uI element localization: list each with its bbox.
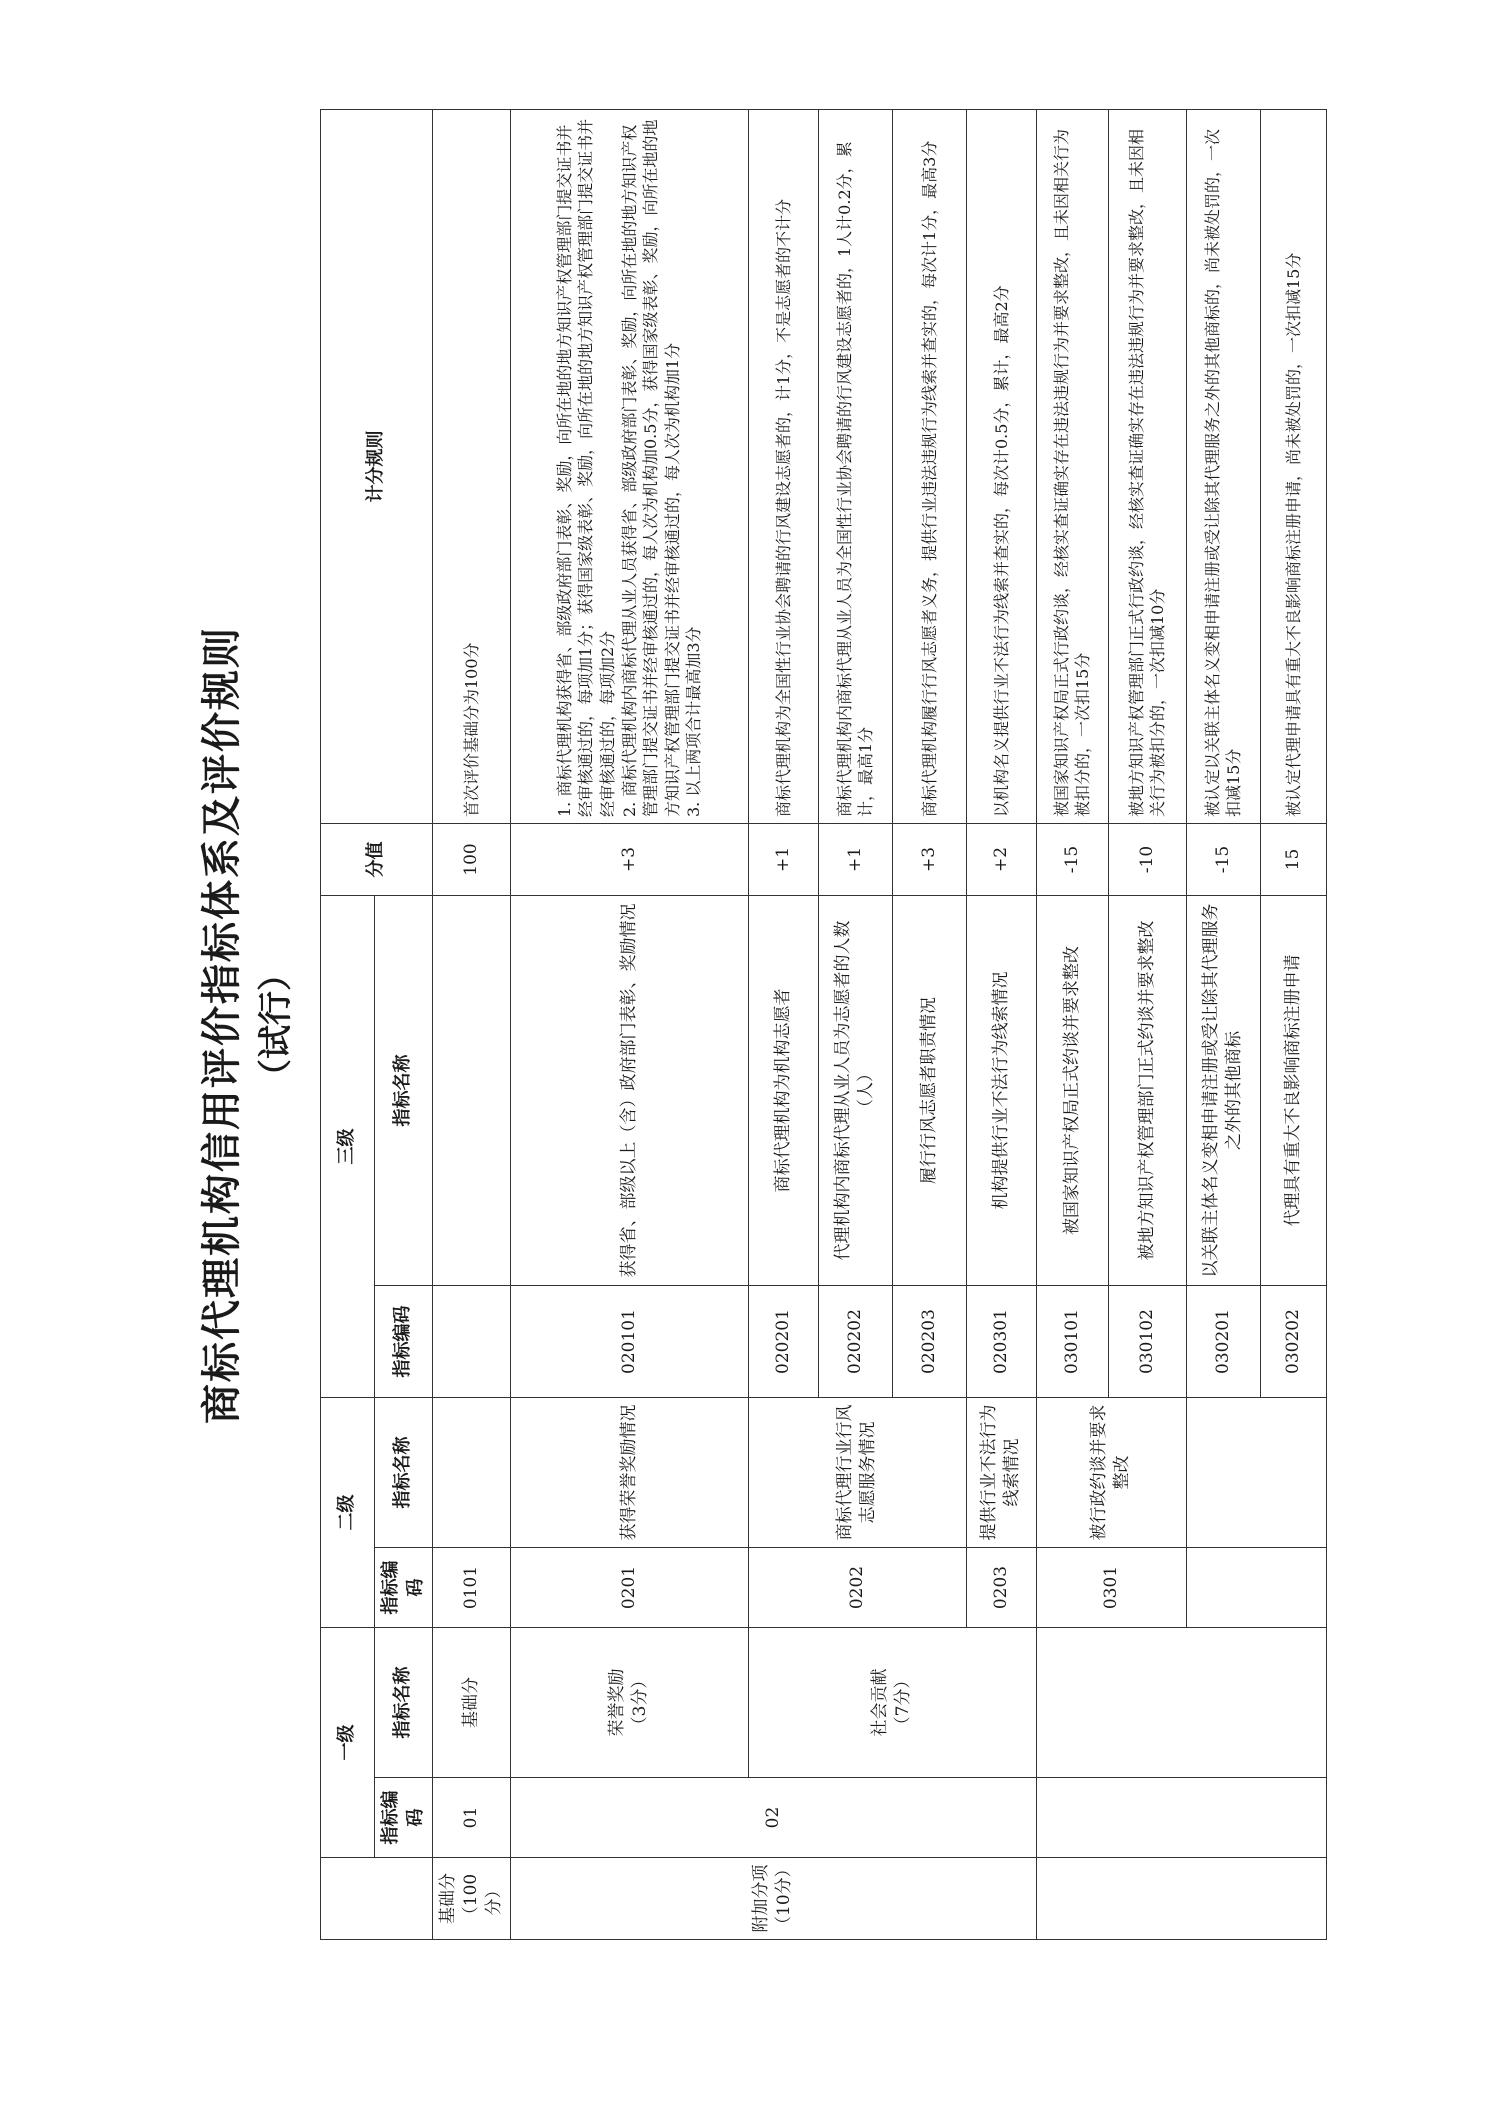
- rule: 商标代理机构履行行风志愿者义务，提供行业违法违规行为线索并查实的，每次计1分，最高3分: [892, 110, 966, 824]
- l2-name: 提供行业不法行为线索情况: [966, 1398, 1036, 1548]
- header-l2-code: 指标编码: [375, 1548, 433, 1628]
- l3-name: 代理机构内商标代理从业人员为志愿者的人数（人）: [818, 896, 892, 1286]
- category-empty: [1036, 1858, 1326, 1940]
- rule: 1. 商标代理机构获得省、部级政府部门表彰、奖励，向所在地的地方知识产权管理部门提交证书并经审核通过的，每项加1分；获得国家级表彰、奖励，向所在地的地方知识产权管理部门提交证书并经审核通过的，每项加2分 2. 商标代理机构内商标代理从业人员获得省、部级政府部门表彰、奖励，向所在地的地方知识产权管理部门提交证书并经审核通过的，每人次为机构加0.5分，获得国家级表彰、奖励，向所在地的地方知识产权管理部门提交证书并经审核通过的，每人次为机构加1分 3. 以上两项合计最高加3分: [510, 110, 748, 824]
- rule: 被国家知识产权局正式行政约谈，经核实查证确实存在违法违规行为并要求整改，且未因相关行为被扣分的，一次扣15分: [1036, 110, 1108, 824]
- document-title: 商标代理机构信用评价指标体系及评价规则: [198, 626, 245, 1424]
- table-row: [433, 110, 511, 1940]
- indicator-table: [320, 109, 1327, 1940]
- score: +3: [510, 824, 748, 896]
- l3-name: 以关联主体名义变相申请注册或受让除其代理服务之外的其他商标: [1186, 896, 1260, 1286]
- rule: 被地方知识产权管理部门正式行政约谈，经核实查证确实存在违法违规行为并要求整改，且未因相关行为被扣分的，一次扣减10分: [1108, 110, 1186, 824]
- l2-code: 0202: [748, 1548, 966, 1628]
- rule: 以机构名义提供行业不法行为线索并查实的，每次计0.5分，累计，最高2分: [966, 110, 1036, 824]
- header-level2: 二级: [321, 1398, 375, 1628]
- l2-name: 商标代理行业行风志愿服务情况: [748, 1398, 966, 1548]
- l3-name: [433, 896, 511, 1286]
- l3-name: 机构提供行业不法行为线索情况: [966, 896, 1036, 1286]
- l3-name: 被地方知识产权管理部门正式约谈并要求整改: [1108, 896, 1186, 1286]
- l1-name: 荣誉奖励 （3分）: [510, 1628, 748, 1778]
- l3-name: 商标代理机构为机构志愿者: [748, 896, 818, 1286]
- header-l2-name: 指标名称: [375, 1398, 433, 1548]
- l3-code: 030202: [1260, 1286, 1326, 1398]
- score: +1: [748, 824, 818, 896]
- l3-code: 030101: [1036, 1286, 1108, 1398]
- header-level1: 一级: [321, 1628, 375, 1858]
- table-row: [1036, 110, 1108, 1940]
- score: 15: [1260, 824, 1326, 896]
- l1-code: 01: [433, 1778, 511, 1858]
- l1-name: [1036, 1628, 1326, 1778]
- l2-name: [433, 1398, 511, 1548]
- l3-name: 代理具有重大不良影响商标注册申请: [1260, 896, 1326, 1286]
- l1-name: 社会贡献 （7分）: [748, 1628, 1036, 1778]
- l3-code: [433, 1286, 511, 1398]
- l2-name: 获得荣誉奖励情况: [510, 1398, 748, 1548]
- header-l3-code: 指标编码: [375, 1286, 433, 1398]
- header-rule: 计分规则: [321, 110, 433, 824]
- l2-code: 0101: [433, 1548, 511, 1628]
- score: 100: [433, 824, 511, 896]
- score: +3: [892, 824, 966, 896]
- l3-code: 030201: [1186, 1286, 1260, 1398]
- header-score: 分值: [321, 824, 433, 896]
- rule: 首次评价基础分为100分: [433, 110, 511, 824]
- l2-code: [1186, 1548, 1326, 1628]
- rule: 被认定以关联主体名义变相申请注册或受让除其代理服务之外的其他商标的，尚未被处罚的，一次扣减15分: [1186, 110, 1260, 824]
- header-l1-name: 指标名称: [375, 1628, 433, 1778]
- l3-code: 020202: [818, 1286, 892, 1398]
- header-row-1: [321, 110, 375, 1940]
- score: +2: [966, 824, 1036, 896]
- header-blank: [321, 1858, 433, 1940]
- header-level3: 三级: [321, 896, 375, 1398]
- l2-code: 0201: [510, 1548, 748, 1628]
- l3-code: 030102: [1108, 1286, 1186, 1398]
- l2-code: 0203: [966, 1548, 1036, 1628]
- score: +1: [818, 824, 892, 896]
- header-l3-name: 指标名称: [375, 896, 433, 1286]
- rule: 商标代理机构内商标代理从业人员为全国性行业协会聘请的行风建设志愿者的，1人计0.2分，累计，最高1分: [818, 110, 892, 824]
- rule: 商标代理机构为全国性行业协会聘请的行风建设志愿者的，计1分，不是志愿者的不计分: [748, 110, 818, 824]
- header-l1-code: 指标编码: [375, 1778, 433, 1858]
- l3-name: 履行行风志愿者职责情况: [892, 896, 966, 1286]
- score: -15: [1036, 824, 1108, 896]
- l2-code: 0301: [1036, 1548, 1186, 1628]
- score: -15: [1186, 824, 1260, 896]
- document-subtitle: （试行）: [256, 957, 296, 1093]
- l1-code: 02: [510, 1778, 1036, 1858]
- table-row: [510, 110, 748, 1940]
- l3-name: 获得省、部级以上（含）政府部门表彰、奖励情况: [510, 896, 748, 1286]
- category-extra: 附加分项 （10分）: [510, 1858, 1036, 1940]
- l1-code: [1036, 1778, 1326, 1858]
- category-base: 基础分 （100分）: [433, 1858, 511, 1940]
- rotated-content: [170, 110, 1390, 1940]
- table-row: [748, 110, 818, 1940]
- l3-name: 被国家知识产权局正式约谈并要求整改: [1036, 896, 1108, 1286]
- l1-name: 基础分: [433, 1628, 511, 1778]
- l2-name: 被行政约谈并要求整改: [1036, 1398, 1186, 1548]
- l3-code: 020301: [966, 1286, 1036, 1398]
- l3-code: 020203: [892, 1286, 966, 1398]
- l3-code: 020101: [510, 1286, 748, 1398]
- score: -10: [1108, 824, 1186, 896]
- l3-code: 020201: [748, 1286, 818, 1398]
- l2-name: [1186, 1398, 1326, 1548]
- rule: 被认定代理申请具有重大不良影响商标注册申请，尚未被处罚的，一次扣减15分: [1260, 110, 1326, 824]
